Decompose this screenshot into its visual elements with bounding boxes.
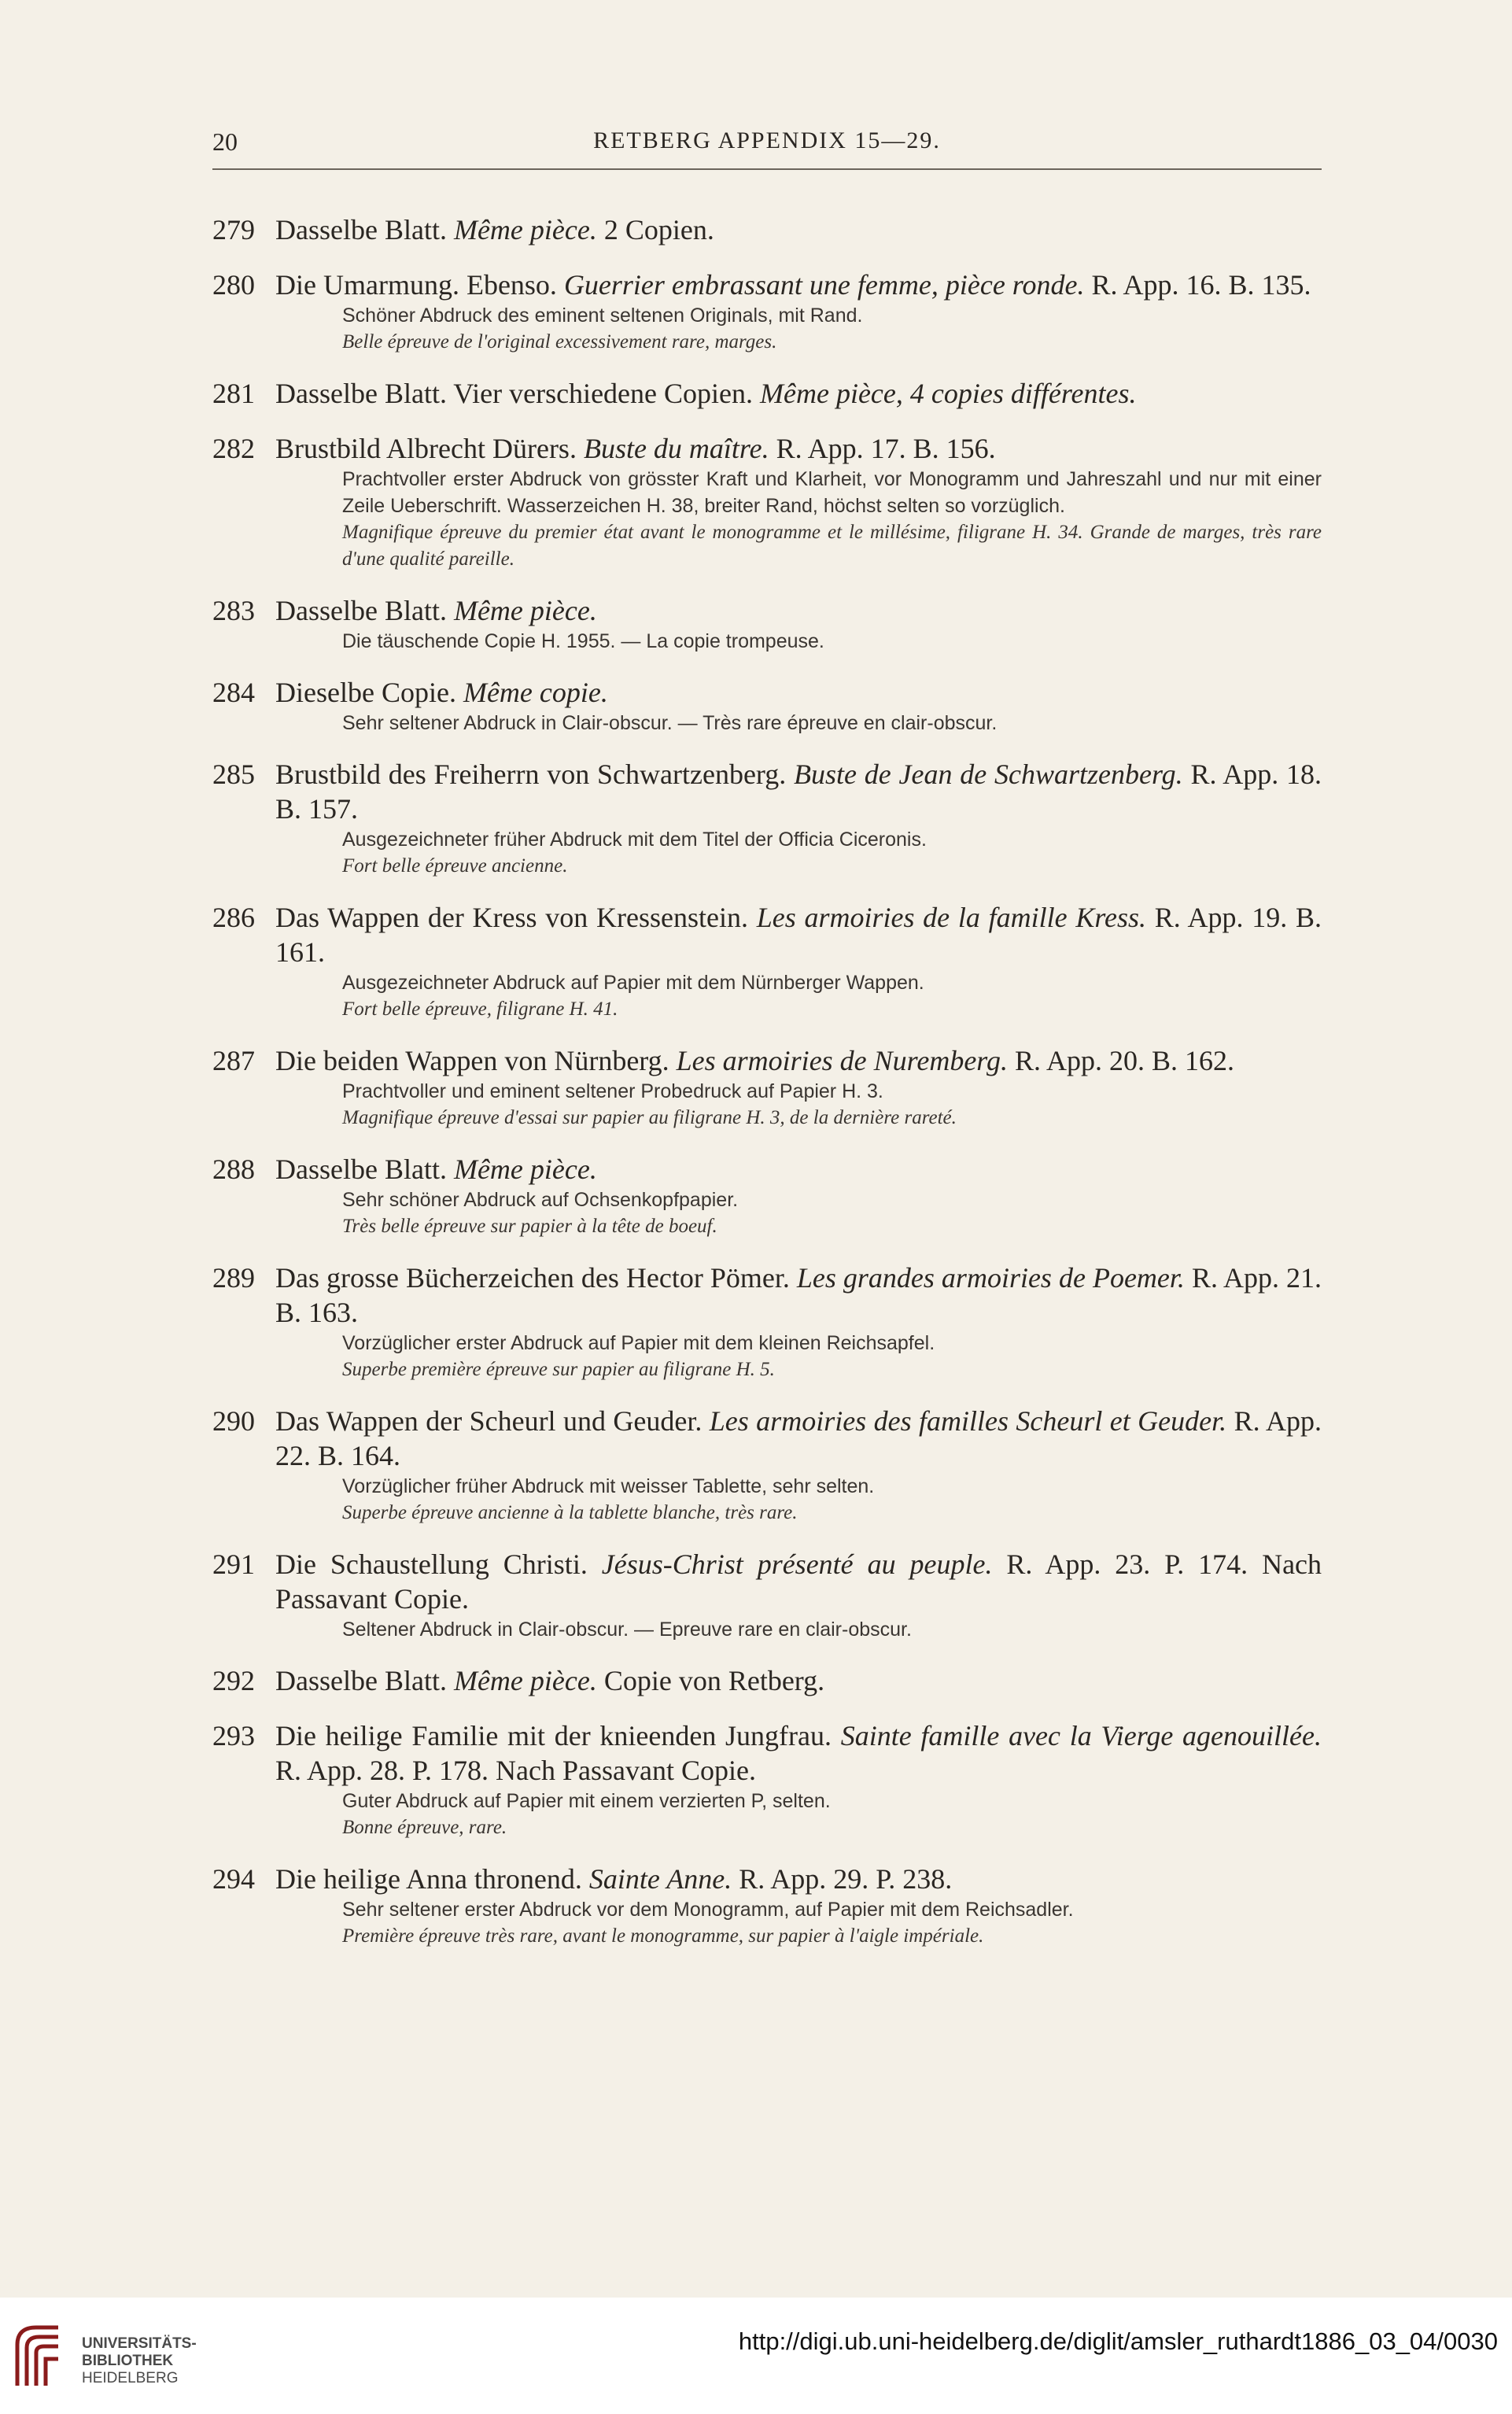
- catalog-entry: [212, 1862, 1322, 1950]
- entry-german-note: Seltener Abdruck in Clair-obscur. — Epreuve rare en clair-obscur.: [342, 1619, 912, 1641]
- entry-number: 282: [212, 433, 255, 464]
- catalog-entry: [212, 1152, 1322, 1240]
- entry-title-line: [212, 757, 1322, 826]
- footer-bar: [0, 2298, 1512, 2414]
- catalog-entry: [212, 1547, 1322, 1643]
- catalog-entry: [212, 1404, 1322, 1526]
- entry-german-note: Schöner Abdruck des eminent seltenen Originals, mit Rand.: [342, 305, 863, 327]
- entry-title-line: [212, 431, 1322, 466]
- entry-reference: R. App. 21. B. 163.: [275, 1262, 1322, 1328]
- entry-title-line: [212, 268, 1322, 302]
- entry-german-note: Die täuschende Copie H. 1955. — La copie trompeuse.: [342, 630, 824, 652]
- entry-french-title: Même copie.: [463, 677, 608, 708]
- entry-reference: R. App. 28. P. 178. Nach Passavant Copie.: [275, 1755, 756, 1786]
- entry-french-title: Guerrier embrassant une femme, pièce ronde.: [563, 269, 1085, 301]
- entry-french-title: Buste de Jean de Schwartzenberg.: [794, 759, 1183, 790]
- entry-french-title: Les armoiries de la famille Kress.: [756, 902, 1147, 933]
- entry-number: 288: [212, 1153, 255, 1185]
- entry-german-note: Ausgezeichneter Abdruck auf Papier mit dem Nürnberger Wappen.: [342, 972, 924, 994]
- entry-title-line: [212, 675, 1322, 710]
- entry-title-line: [212, 1547, 1322, 1616]
- page-header: [212, 118, 1322, 165]
- catalog-entry: [212, 757, 1322, 880]
- entry-title-line: [212, 1043, 1322, 1078]
- entry-german-title: Das Wappen der Kress von Kressenstein.: [275, 902, 748, 933]
- entry-number: 279: [212, 214, 255, 245]
- entry-german-title: Brustbild Albrecht Dürers.: [275, 433, 577, 464]
- entry-french-title: Même pièce.: [453, 1665, 597, 1696]
- running-head: RETBERG APPENDIX 15—29.: [593, 127, 941, 153]
- entry-title-line: [212, 1718, 1322, 1788]
- catalog-entry: [212, 212, 1322, 247]
- entry-number: 290: [212, 1405, 255, 1437]
- page-number: 20: [212, 127, 238, 156]
- entry-reference: R. App. 20. B. 162.: [1014, 1045, 1235, 1076]
- entry-number: 284: [212, 677, 255, 708]
- entry-german-title: Die Schaustellung Christi.: [275, 1548, 588, 1580]
- entry-reference: R. App. 29. P. 238.: [739, 1863, 953, 1895]
- entry-german-note: Sehr seltener Abdruck in Clair-obscur. — Très rare épreuve en clair-obscur.: [342, 712, 998, 734]
- entry-number: 285: [212, 759, 255, 790]
- entry-number: 283: [212, 595, 255, 626]
- entry-title-line: [212, 1862, 1322, 1896]
- entry-german-title: Dasselbe Blatt.: [275, 595, 447, 626]
- entry-french-note: Superbe épreuve ancienne à la tablette blanche, très rare.: [342, 1502, 798, 1523]
- entry-german-title: Brustbild des Freiherrn von Schwartzenberg.: [275, 759, 787, 790]
- entry-german-title: Dasselbe Blatt.: [275, 1665, 447, 1696]
- entry-french-note: Magnifique épreuve du premier état avant le monogramme et le millésime, filigrane H. 34. Grande de marges, très rare d'une qualité pareille.: [342, 522, 1322, 570]
- entry-french-note: Première épreuve très rare, avant le monogramme, sur papier à l'aigle impériale.: [342, 1925, 984, 1947]
- entry-french-note: Belle épreuve de l'original excessivement rare, marges.: [342, 331, 777, 353]
- entry-reference: R. App. 19. B. 161.: [275, 902, 1322, 968]
- entry-german-note: Prachtvoller erster Abdruck von grösster Kraft und Klarheit, vor Monogramm und Jahreszahl und nur mit einer Zeile Ueberschrift. Wasserzeichen H. 38, breiter Rand, höchst selten so vorzüglich.: [342, 468, 1322, 517]
- catalog-entry: [212, 376, 1322, 411]
- entry-german-title: Dasselbe Blatt.: [275, 1153, 447, 1185]
- entry-german-note: Prachtvoller und eminent seltener Probedruck auf Papier H. 3.: [342, 1080, 883, 1102]
- entry-reference: R. App. 23. P. 174. Nach Passavant Copie.: [275, 1548, 1322, 1615]
- catalog-entry: [212, 1261, 1322, 1383]
- entry-title-line: [212, 1404, 1322, 1473]
- entry-number: 281: [212, 378, 255, 409]
- entry-title-line: [212, 376, 1322, 411]
- header-rule: [212, 168, 1322, 170]
- entry-french-title: Les armoiries des familles Scheurl et Geuder.: [709, 1405, 1227, 1437]
- entry-german-note: Sehr schöner Abdruck auf Ochsenkopfpapier.: [342, 1189, 739, 1211]
- entry-title-line: [212, 1663, 1322, 1698]
- entry-number: 292: [212, 1665, 255, 1696]
- entry-title-line: [212, 212, 1322, 247]
- catalog-entry: [212, 593, 1322, 655]
- catalog-entry: [212, 900, 1322, 1023]
- catalog-entry: [212, 268, 1322, 356]
- entry-number: 291: [212, 1548, 255, 1580]
- catalog-entry: [212, 431, 1322, 573]
- entry-german-title: Das Wappen der Scheurl und Geuder.: [275, 1405, 703, 1437]
- entry-french-note: Superbe première épreuve sur papier au filigrane H. 5.: [342, 1359, 775, 1380]
- entry-french-title: Sainte Anne.: [588, 1863, 732, 1895]
- entry-french-title: Même pièce.: [453, 1153, 597, 1185]
- library-logo-text: [82, 2335, 197, 2387]
- entry-reference: R. App. 16. B. 135.: [1091, 269, 1311, 301]
- entry-german-note: Vorzüglicher früher Abdruck mit weisser Tablette, sehr selten.: [342, 1475, 875, 1497]
- entry-french-title: Sainte famille avec la Vierge agenouillée.: [840, 1720, 1322, 1751]
- entry-french-title: Les armoiries de Nuremberg.: [676, 1045, 1008, 1076]
- entry-french-title: Les grandes armoiries de Poemer.: [796, 1262, 1185, 1294]
- entry-french-title: Même pièce, 4 copies différentes.: [760, 378, 1137, 409]
- entry-title-line: [212, 593, 1322, 628]
- entry-number: 293: [212, 1720, 255, 1751]
- entry-german-title: Dasselbe Blatt.: [275, 214, 447, 245]
- entry-french-note: Fort belle épreuve, filigrane H. 41.: [342, 998, 618, 1020]
- source-url[interactable]: http://digi.ub.uni-heidelberg.de/diglit/amsler_ruthardt1886_03_04/0030: [738, 2327, 1498, 2355]
- entry-french-note: Fort belle épreuve ancienne.: [342, 855, 568, 877]
- entry-reference: R. App. 22. B. 164.: [275, 1405, 1322, 1471]
- entry-german-note: Vorzüglicher erster Abdruck auf Papier mit dem kleinen Reichsapfel.: [342, 1332, 935, 1354]
- entry-reference: R. App. 18. B. 157.: [275, 759, 1322, 825]
- entry-german-title: Die Umarmung. Ebenso.: [275, 269, 557, 301]
- library-logo[interactable]: [11, 2320, 197, 2398]
- entry-number: 289: [212, 1262, 255, 1294]
- entry-german-note: Guter Abdruck auf Papier mit einem verzierten P, selten.: [342, 1790, 831, 1812]
- entry-french-note: Bonne épreuve, rare.: [342, 1817, 507, 1838]
- entry-reference: Copie von Retberg.: [603, 1665, 825, 1696]
- entry-reference: 2 Copien.: [603, 214, 714, 245]
- entry-french-title: Buste du maître.: [583, 433, 769, 464]
- entry-number: 286: [212, 902, 255, 933]
- entry-french-title: Même pièce.: [453, 214, 597, 245]
- entry-number: 294: [212, 1863, 255, 1895]
- entry-reference: R. App. 17. B. 156.: [776, 433, 996, 464]
- catalog-entry: [212, 1663, 1322, 1698]
- entry-german-title: Die beiden Wappen von Nürnberg.: [275, 1045, 669, 1076]
- entry-german-title: Dieselbe Copie.: [275, 677, 456, 708]
- entry-german-title: Die heilige Familie mit der knieenden Jungfrau.: [275, 1720, 832, 1751]
- entry-number: 287: [212, 1045, 255, 1076]
- catalog-entries: [212, 212, 1322, 1970]
- entry-french-title: Jésus-Christ présenté au peuple.: [601, 1548, 993, 1580]
- entry-french-title: Même pièce.: [453, 595, 597, 626]
- entry-german-title: Das grosse Bücherzeichen des Hector Pömer.: [275, 1262, 790, 1294]
- entry-french-note: Très belle épreuve sur papier à la tête de boeuf.: [342, 1216, 717, 1237]
- library-logo-icon: [11, 2321, 69, 2390]
- entry-number: 280: [212, 269, 255, 301]
- catalog-entry: [212, 1043, 1322, 1131]
- catalog-entry: [212, 1718, 1322, 1841]
- entry-title-line: [212, 1152, 1322, 1187]
- entry-title-line: [212, 900, 1322, 969]
- logo-line3: HEIDELBERG: [82, 2370, 179, 2386]
- entry-title-line: [212, 1261, 1322, 1330]
- entry-german-note: Ausgezeichneter früher Abdruck mit dem Titel der Officia Ciceronis.: [342, 829, 927, 851]
- entry-german-note: Sehr seltener erster Abdruck vor dem Monogramm, auf Papier mit dem Reichsadler.: [342, 1899, 1074, 1921]
- entry-french-note: Magnifique épreuve d'essai sur papier au filigrane H. 3, de la dernière rareté.: [342, 1107, 957, 1128]
- catalog-entry: [212, 675, 1322, 736]
- logo-line1: UNIVERSITÄTS-: [82, 2335, 197, 2352]
- entry-german-title: Die heilige Anna thronend.: [275, 1863, 582, 1895]
- entry-german-title: Dasselbe Blatt. Vier verschiedene Copien.: [275, 378, 753, 409]
- logo-line2: BIBLIOTHEK: [82, 2353, 174, 2369]
